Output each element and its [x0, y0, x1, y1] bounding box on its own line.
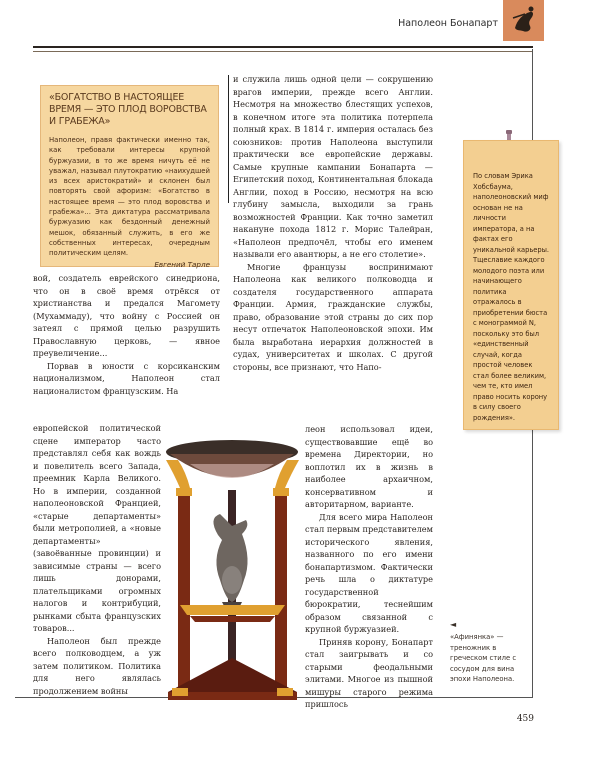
- image-caption: [450, 620, 530, 685]
- page-number: 459: [516, 714, 534, 724]
- left-paragraph-2-narrow: европейской политической сцене император часто представлял себя как вождь и повелитель всего Запада, преемник Карла Великого. Но в империи, созданной наполеоновской Францией, «старые департаменты» были метрополией, а «новые департаменты» (завоёванные провинции) и зависимые страны — всего лишь донорами, плательщиками огромных налогов и контрибуций, рынками сбыта французских товаров...: [33, 423, 161, 633]
- horseman-emblem-icon: [503, 0, 544, 41]
- side-note-text: По словам Эрика Хобсбаума, наполеоновский миф основан не на личности императора, а на фактах его уникальной карьеры. Тщеславие каждого молодого поэта или начинающего политика отражалось в приобретении бюста с монограммой N, поскольку это был «единственный случай, когда простой человек стал более великим, чем те, кто имел право носить корону в силу своего рождения».: [473, 172, 550, 422]
- middle-column-top: [233, 73, 433, 373]
- left-paragraph-3: Наполеон был прежде всего полководцем, а уж затем политиком. Политика для него являлась продолжением войны: [33, 635, 161, 696]
- middle-column-narrow: [305, 423, 433, 711]
- middle-paragraph-4: Приняв корону, Бонапарт стал заигрывать и со старыми феодальными элитами. Многое из пышной мишуры старого режима пришлось: [305, 636, 433, 709]
- left-column-narrow: [33, 422, 161, 697]
- tripod-illustration: [160, 430, 305, 705]
- middle-paragraph-2-narrow: леон использовал идеи, существовавшие ещё во времена Директории, но воплотил их в жизнь в наиболее архаичном, консервативном и авторитарном, варианте.: [305, 424, 433, 509]
- middle-paragraph-2-wide: Многие французы воспринимают Наполеона как великого полководца и создателя государственного аппарата Франции. Армия, гражданские службы, право, образование этой страны до сих пор несут отпечаток Наполеоновской эпохи. Им была выработана иерархия должностей в судах, университетах и школах. С другой стороны, все признают, что Напо-: [233, 261, 433, 372]
- middle-paragraph-3: Для всего мира Наполеон стал первым представителем исторического явления, названного по его имени бонапартизмом. Фактически речь шла о диктатуре государственной бюрократии, теснейшим образом связанной с крупной буржуазией.: [305, 511, 433, 634]
- left-column-top: [33, 272, 220, 397]
- quote-sidebar: [40, 85, 219, 267]
- column-divider: [228, 75, 229, 203]
- left-paragraph-2-top: Порвав в юности с корсиканским национализмом, Наполеон стал националистом французским. На: [33, 360, 220, 396]
- side-note-card: [463, 140, 559, 430]
- caption-text: «Афинянка» — треножник в греческом стиле с сосудом для вина эпохи Наполеона.: [450, 633, 517, 683]
- quote-heading: «БОГАТСТВО В НАСТОЯЩЕЕ ВРЕМЯ — ЭТО ПЛОД ВОРОВСТВА И ГРАБЕЖА»: [49, 92, 207, 127]
- left-paragraph-1: вой, создатель еврейского синедриона, что он в своё время отрёкся от христианства и предался Магомету (Мухаммаду), что войну с Россией он затеял с прямой целью разрушить Православную церковь, — явное преувеличение...: [33, 273, 220, 358]
- middle-paragraph-1: и служила лишь одной цели — сокрушению врагов империи, прежде всего Англии. Несмотря на множество блестящих успехов, в конечном итоге эта политика потерпела полный крах. В 1814 г. империя осталась без союзников: против Наполеона выступили практически все европейские державы. Самые крупные кампании Бонапарта — Египетский поход, Континентальная блокада Англии, поход в Россию, несмотря на всю глубину замысла, выходили за грань возможностей Франции. Как точно заметил накануне похода 1812 г. Морис Талейран, «Наполеон предпочёл, чтобы его именем называли его авантюры, а не его столетие».: [233, 74, 433, 259]
- header-emblem-badge: [503, 0, 544, 41]
- athenienne-tripod-image: [160, 430, 305, 705]
- caption-pointer-icon: ◄: [450, 620, 457, 629]
- quote-author: Евгений Тарле: [154, 259, 210, 269]
- header-rule: [33, 46, 533, 52]
- quote-body: Наполеон, правя фактически именно так, как требовали интересы крупной буржуазии, в то же время ничуть её не уважал, называл плутократию «наихудшей из всех аристократий» и склонен был повторять свой афоризм: «Богатство в настоящее время — это плод воровства и грабежа»... Эта диктатура рассматривала буржуазию как бездонный денежный мешок, обязанный служить, в его же собственных интересах, очередным политическим целям.: [49, 136, 210, 258]
- running-header-title: Наполеон Бонапарт: [398, 18, 498, 29]
